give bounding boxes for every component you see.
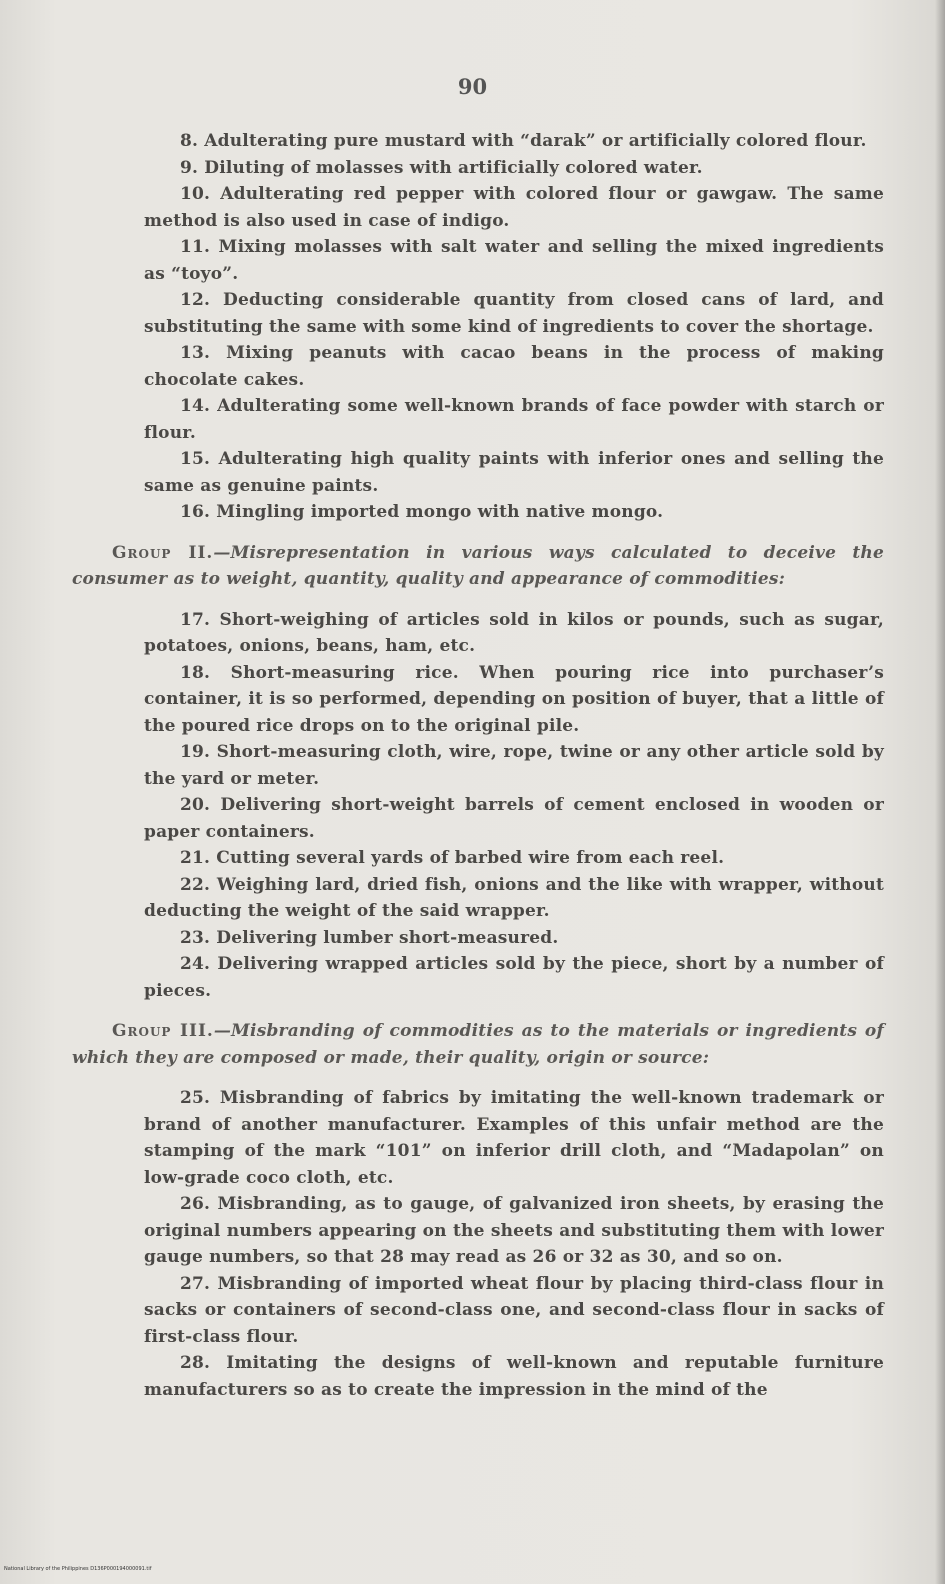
list-item: 22. Weighing lard, dried fish, onions and the like with wrapper, without deducting the weight of the said wrapper. xyxy=(144,874,884,921)
page-number: 90 xyxy=(457,74,488,99)
list-item: 12. Deducting considerable quantity from closed cans of lard, and substituting the same with some kind of ingredients to cover the shortage. xyxy=(144,290,884,337)
list-item: 27. Misbranding of imported wheat flour by placing third-class flour in sacks or containers of second-class one, and second-class flour in sacks of first-class flour. xyxy=(144,1273,884,1347)
list-item: 15. Adulterating high quality paints with inferior ones and selling the same as genuine paints. xyxy=(144,449,884,496)
list-item: 18. Short-measuring rice. When pouring rice into purchaser’s container, it is so performed, depending on position of buyer, that a little of the poured rice drops on to the original pile. xyxy=(144,662,884,736)
list-item: 9. Diluting of molasses with artificially colored water. xyxy=(180,157,703,178)
group-3-label: Group III. xyxy=(112,1021,214,1041)
group-2-label: Group II. xyxy=(112,542,214,563)
list-item: 23. Delivering lumber short-measured. xyxy=(180,927,559,948)
group-3-heading xyxy=(72,1018,884,1071)
list-item: 25. Misbranding of fabrics by imitating the well-known trademark or brand of another manufacturer. Examples of this unfair method are the stamping of the mark “101” on inferior drill cloth, and “Madapolan” on low-grade coco cloth, etc. xyxy=(144,1088,884,1188)
list-item: 8. Adulterating pure mustard with “darak” or artificially colored flour. xyxy=(180,131,867,151)
list-item: 19. Short-measuring cloth, wire, rope, twine or any other article sold by the yard or meter. xyxy=(144,742,884,789)
list-item: 16. Mingling imported mongo with native mongo. xyxy=(180,502,664,522)
list-item: 20. Delivering short-weight barrels of cement enclosed in wooden or paper containers. xyxy=(144,795,884,842)
group-3-description: —Misbranding of commodities as to the materials or ingredients of which they are composed or made, their quality, origin or source: xyxy=(72,1021,884,1068)
list-item: 14. Adulterating some well-known brands of face powder with starch or flour. xyxy=(144,396,884,443)
list-item: 11. Mixing molasses with salt water and selling the mixed ingredients as “toyo”. xyxy=(144,237,884,284)
document-body xyxy=(72,128,884,1403)
group-2-heading xyxy=(72,540,884,593)
list-item: 21. Cutting several yards of barbed wire from each reel. xyxy=(180,848,725,868)
list-item: 24. Delivering wrapped articles sold by the piece, short by a number of pieces. xyxy=(144,954,884,1001)
page-edge-shadow xyxy=(935,0,945,1584)
archive-footer: National Library of the Philippines D136P000194000091.tif xyxy=(4,1566,152,1572)
list-item: 28. Imitating the designs of well-known and reputable furniture manufacturers so as to create the impression in the mind of the xyxy=(144,1353,884,1400)
list-item: 17. Short-weighing of articles sold in kilos or pounds, such as sugar, potatoes, onions, beans, ham, etc. xyxy=(144,609,884,656)
group-2-description: —Misrepresentation in various ways calculated to deceive the consumer as to weight, quantity, quality and appearance of commodities: xyxy=(72,542,884,589)
list-item: 10. Adulterating red pepper with colored flour or gawgaw. The same method is also used in case of indigo. xyxy=(144,184,884,231)
list-item: 13. Mixing peanuts with cacao beans in the process of making chocolate cakes. xyxy=(144,343,884,390)
list-item: 26. Misbranding, as to gauge, of galvanized iron sheets, by erasing the original numbers appearing on the sheets and substituting them with lower gauge numbers, so that 28 may read as 26 or 32 as 30, and so on. xyxy=(144,1194,884,1267)
